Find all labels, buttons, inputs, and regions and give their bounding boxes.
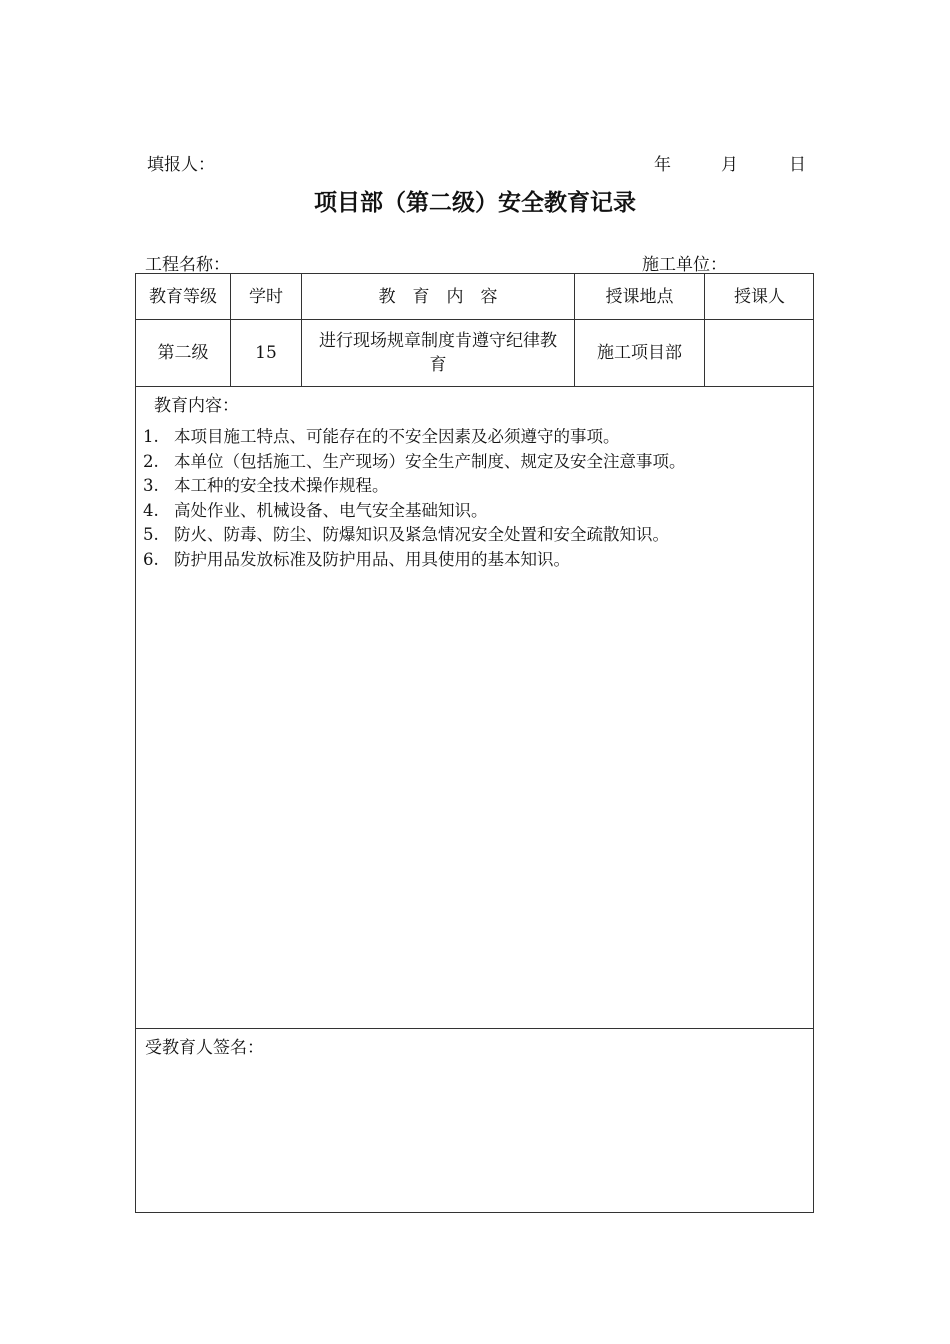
list-item: 2. 本单位（包括施工、生产现场）安全生产制度、规定及安全注意事项。 [143, 451, 686, 471]
row-cell-level: 第二级 [157, 343, 209, 363]
row-cell-location: 施工项目部 [597, 343, 682, 363]
header-cell-lecturer: 授课人 [734, 286, 785, 307]
list-item: 6. 防护用品发放标准及防护用品、用具使用的基本知识。 [143, 549, 570, 569]
list-item: 1. 本项目施工特点、可能存在的不安全因素及必须遵守的事项。 [143, 427, 620, 446]
date-month-label: 月 [721, 155, 738, 175]
header-cell-hours: 学时 [249, 286, 283, 307]
header-cell-content: 教 育 内 容 [378, 286, 498, 307]
construction-unit-label: 施工单位： [642, 255, 727, 275]
content-section-label: 教育内容： [154, 396, 239, 416]
project-name-label: 工程名称： [145, 255, 230, 275]
reporter-label: 填报人： [147, 155, 215, 175]
list-item: 4. 高处作业、机械设备、电气安全基础知识。 [143, 500, 488, 520]
header-cell-level: 教育等级 [149, 286, 217, 307]
content-list [143, 425, 686, 572]
header-cell-location: 授课地点 [605, 286, 674, 307]
row-cell-content: 进行现场规章制度肯遵守纪律教育 [319, 331, 557, 375]
signature-label: 受教育人签名： [145, 1038, 264, 1058]
date-day-label: 日 [789, 155, 806, 175]
table-rule [135, 386, 814, 387]
list-item: 5. 防火、防毒、防尘、防爆知识及紧急情况安全处置和安全疏散知识。 [143, 525, 669, 544]
table-rule [135, 1028, 814, 1029]
row-cell-hours: 15 [255, 343, 277, 363]
date-year-label: 年 [654, 155, 671, 175]
document-title: 项目部（第二级）安全教育记录 [314, 190, 636, 216]
list-item: 3. 本工种的安全技术操作规程。 [143, 476, 389, 495]
row-cell-lecturer [705, 320, 814, 386]
